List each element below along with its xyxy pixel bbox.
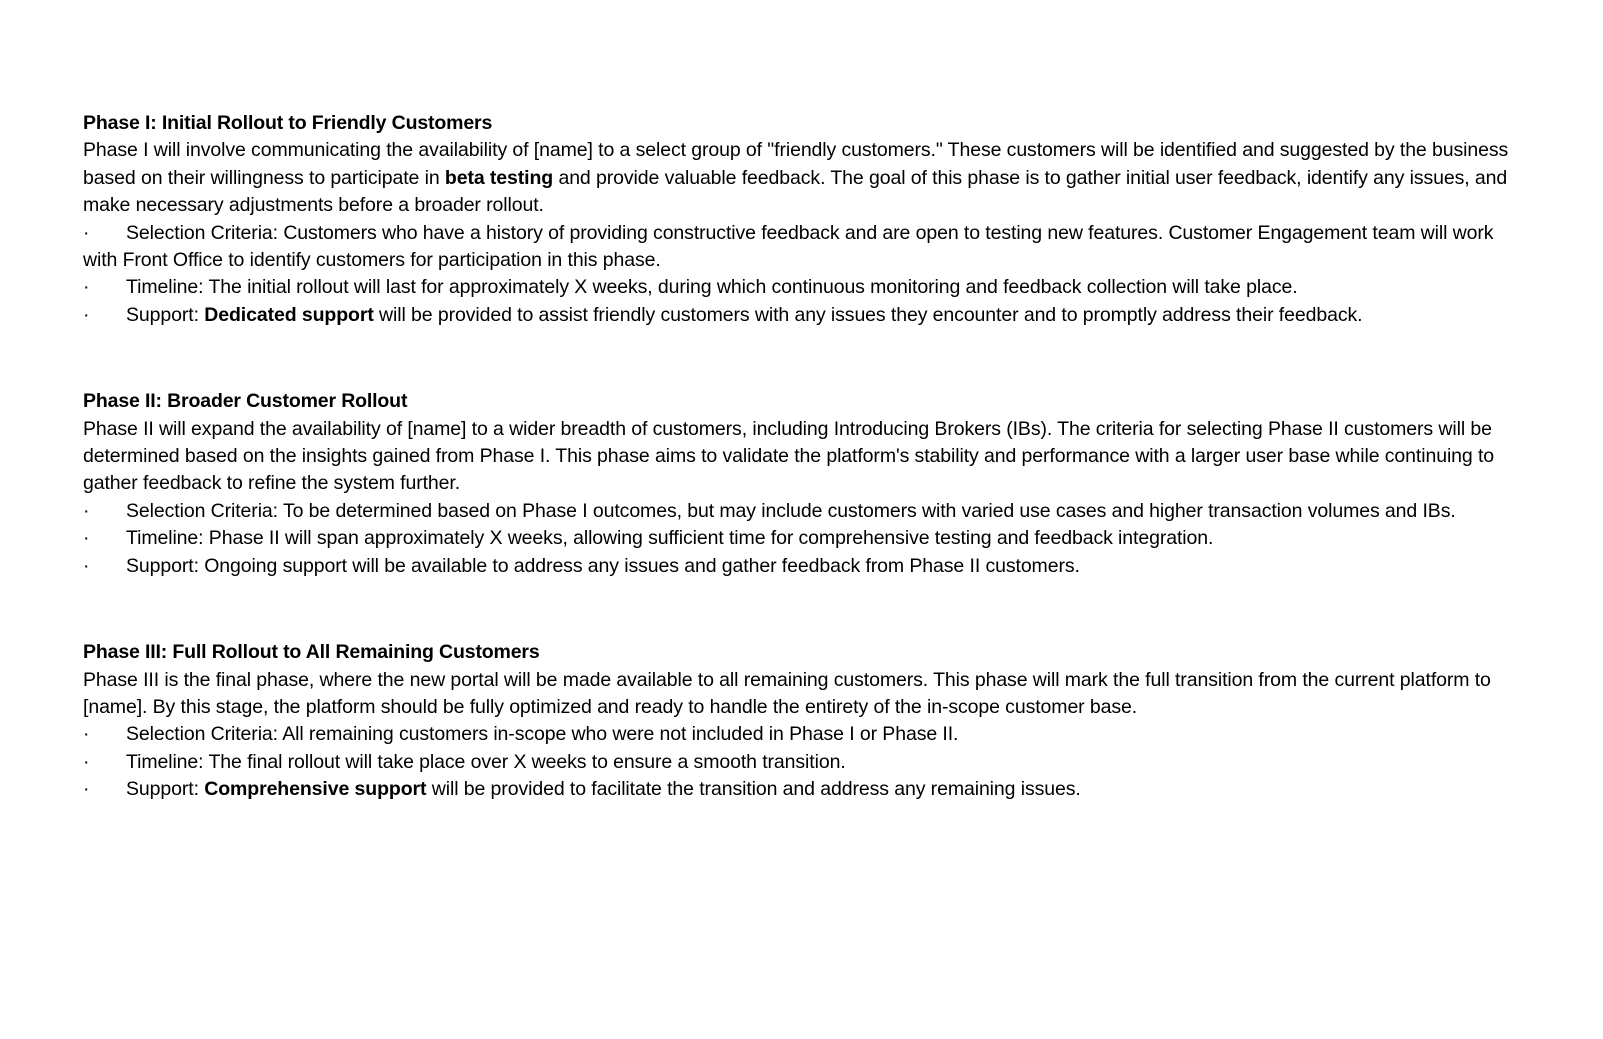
body-text: Support: bbox=[126, 303, 205, 326]
section-paragraph bbox=[83, 667, 1523, 722]
body-text: Timeline: The initial rollout will last for approximately X weeks, during which continuous monitoring and feedback collection will take place. bbox=[126, 276, 1298, 299]
bullet-marker-icon: · bbox=[83, 303, 90, 326]
body-text: Selection Criteria: Customers who have a history of providing constructive feedback and are open to testing new features. Customer Engagement team will work with Front Office to identify customers for participation in this phase. bbox=[83, 221, 1494, 272]
bullet-list-item bbox=[83, 749, 1523, 776]
bullet-item-text bbox=[83, 222, 1493, 271]
emphasis-text: beta testing bbox=[444, 166, 554, 189]
section-heading: Phase II: Broader Customer Rollout bbox=[83, 390, 408, 413]
bullet-item-text bbox=[126, 500, 1456, 522]
bullet-marker-icon: · bbox=[83, 221, 90, 244]
document-section bbox=[83, 110, 1523, 329]
body-text: will be provided to facilitate the transition and address any remaining issues. bbox=[426, 778, 1081, 801]
bullet-item-text bbox=[126, 304, 1362, 326]
bullet-marker-icon: · bbox=[83, 723, 90, 746]
body-text: Support: bbox=[126, 778, 205, 801]
document-body bbox=[83, 110, 1523, 804]
bullet-marker-icon: · bbox=[83, 499, 90, 522]
emphasis-text: Dedicated support bbox=[204, 303, 374, 326]
bullet-list-item bbox=[83, 498, 1523, 525]
body-text: Support: Ongoing support will be available to address any issues and gather feedback from Phase II customers. bbox=[126, 554, 1080, 577]
body-text: Phase II will expand the availability of [name] to a wider breadth of customers, including Introducing Brokers (IBs). The criteria for selecting Phase II customers will be determined based on the insights gained from Phase I. This phase aims to validate the platform's stability and performance with a larger user base while continuing to gather feedback to refine the system further. bbox=[83, 417, 1495, 495]
bullet-list-item bbox=[83, 776, 1523, 803]
bullet-marker-icon: · bbox=[83, 554, 90, 577]
bullet-item-text bbox=[126, 723, 958, 745]
bullet-marker-icon: · bbox=[83, 750, 90, 773]
document-section bbox=[83, 639, 1523, 803]
body-text: Phase I will involve communicating the availability of [name] to a select group of "friendly customers." These customers will be identified and suggested by the business based on their willingness to participate in bbox=[83, 139, 1509, 189]
body-text: Timeline: Phase II will span approximately X weeks, allowing sufficient time for comprehensive testing and feedback integration. bbox=[126, 527, 1214, 550]
bullet-list bbox=[83, 220, 1523, 330]
bullet-list-item bbox=[83, 274, 1523, 301]
bullet-list-item bbox=[83, 525, 1523, 552]
section-heading: Phase I: Initial Rollout to Friendly Customers bbox=[83, 112, 493, 134]
section-heading: Phase III: Full Rollout to All Remaining Customers bbox=[83, 641, 540, 664]
bullet-list-item bbox=[83, 302, 1523, 329]
bullet-item-text bbox=[126, 751, 846, 773]
section-paragraph bbox=[83, 137, 1523, 219]
body-text: and provide valuable feedback. The goal of this phase is to gather initial user feedback, identify any issues, and make necessary adjustments before a broader rollout. bbox=[83, 166, 1508, 217]
bullet-list bbox=[83, 498, 1523, 580]
emphasis-text: Comprehensive support bbox=[204, 778, 427, 801]
bullet-item-text bbox=[126, 778, 1081, 800]
body-text: will be provided to assist friendly customers with any issues they encounter and to promptly address their feedback. bbox=[373, 303, 1363, 326]
bullet-item-text bbox=[126, 276, 1298, 298]
section-paragraph bbox=[83, 416, 1523, 498]
bullet-item-text bbox=[126, 555, 1080, 577]
document-section bbox=[83, 388, 1523, 580]
bullet-list bbox=[83, 721, 1523, 803]
body-text: Phase III is the final phase, where the new portal will be made available to all remaining customers. This phase will mark the full transition from the current platform to [name]. By this stage, the platform should be fully optimized and ready to handle the entirety of the in-scope customer base. bbox=[83, 668, 1491, 718]
body-text: Timeline: The final rollout will take place over X weeks to ensure a smooth transition. bbox=[126, 750, 846, 773]
body-text: Selection Criteria: To be determined based on Phase I outcomes, but may include customers with varied use cases and higher transaction volumes and IBs. bbox=[126, 499, 1456, 522]
bullet-marker-icon: · bbox=[83, 276, 90, 299]
bullet-list-item bbox=[83, 721, 1523, 748]
bullet-marker-icon: · bbox=[83, 778, 90, 801]
bullet-list-item bbox=[83, 553, 1523, 580]
bullet-list-item bbox=[83, 220, 1523, 275]
bullet-marker-icon: · bbox=[83, 527, 90, 550]
bullet-item-text bbox=[126, 527, 1213, 549]
body-text: Selection Criteria: All remaining customers in-scope who were not included in Phase I or Phase II. bbox=[126, 723, 959, 746]
